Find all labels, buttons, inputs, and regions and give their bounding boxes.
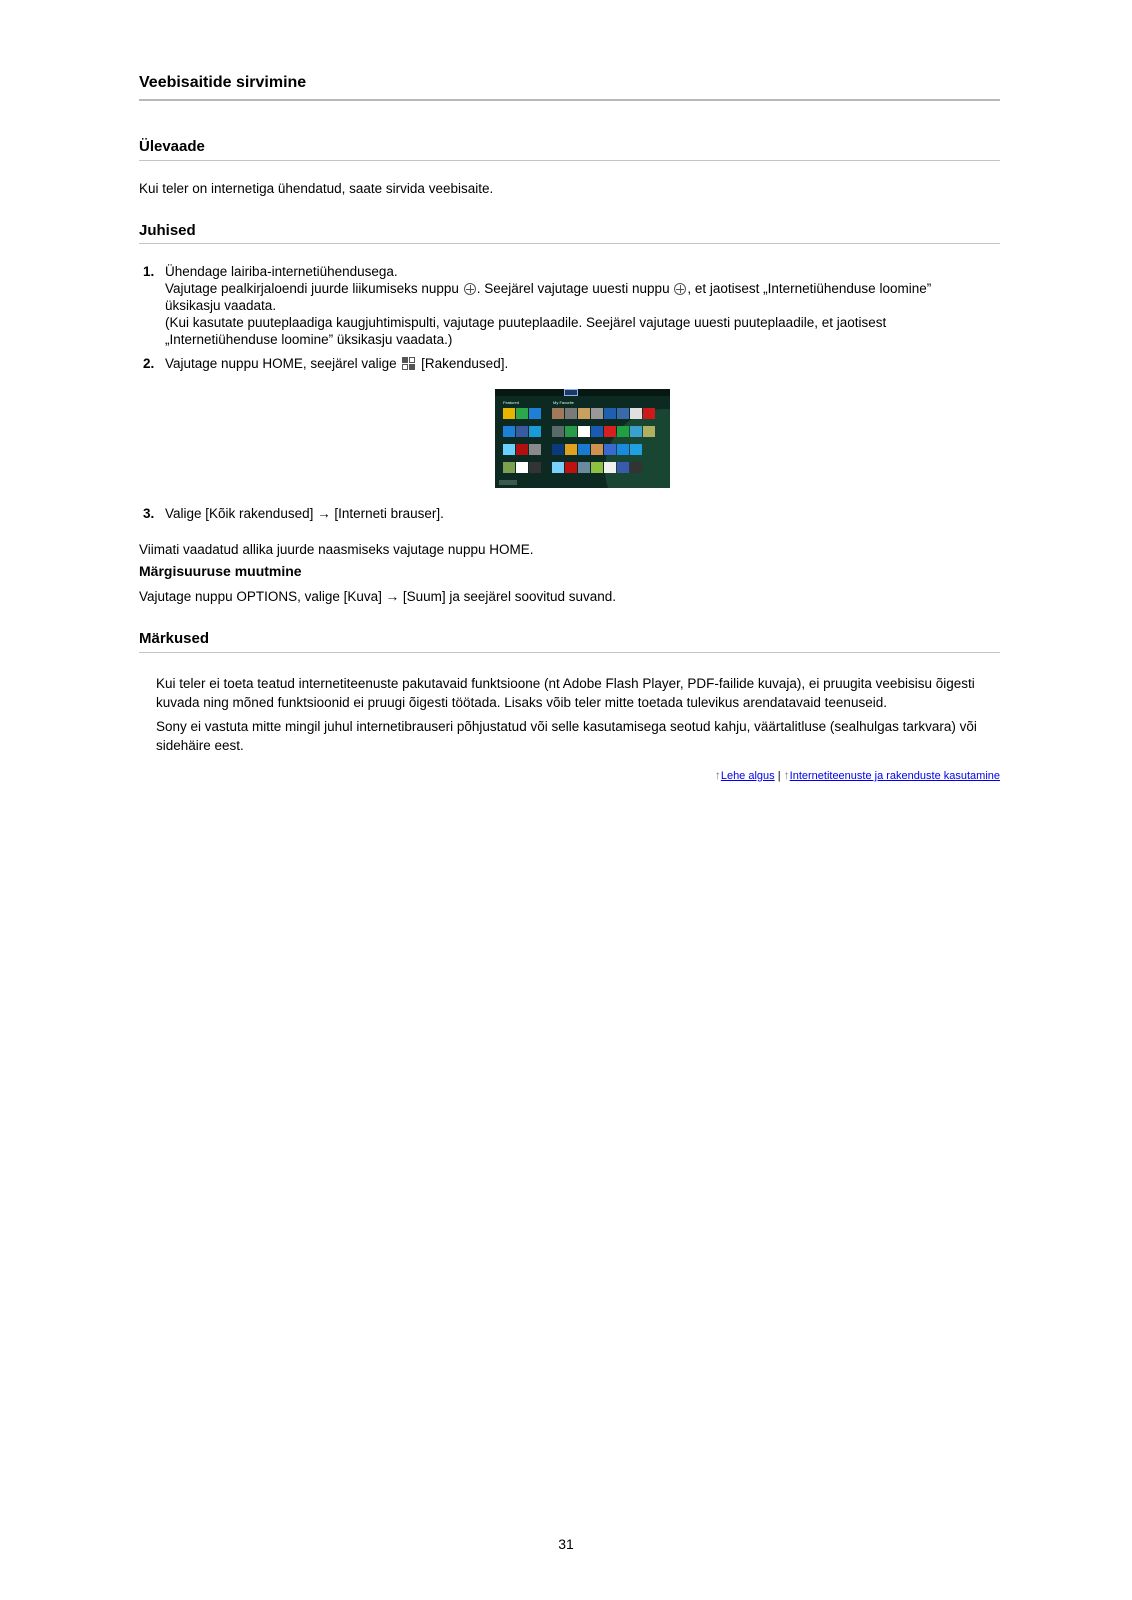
- apps-icon: [402, 357, 415, 370]
- overview-text: Kui teler on internetiga ühendatud, saate sirvida veebisaite.: [139, 181, 494, 196]
- step-1-line-4: (Kui kasutate puuteplaadiga kaugjuhtimispulti, vajutage puuteplaadile. Seejärel vajutage uuesti puuteplaadile, et jaotisest: [165, 315, 887, 330]
- screenshot-app-tile: [617, 426, 629, 437]
- overview-divider: [139, 160, 1000, 161]
- step-number: 1.: [143, 264, 155, 279]
- screenshot-app-tile: [516, 462, 528, 473]
- screenshot-selected-icon: [564, 389, 578, 396]
- screenshot-app-tile: [516, 426, 528, 437]
- screenshot-app-tile: [503, 444, 515, 455]
- screenshot-app-tile: [578, 462, 590, 473]
- step-number: 3.: [143, 506, 155, 521]
- screenshot-app-tile: [529, 462, 541, 473]
- screenshot-footer-button: [499, 480, 517, 485]
- screenshot-app-tile: [552, 426, 564, 437]
- instructions-heading: Juhised: [139, 222, 196, 239]
- screenshot-app-tile: [516, 408, 528, 419]
- screenshot-app-tile: [578, 426, 590, 437]
- screenshot-app-tile: [617, 444, 629, 455]
- footer-navigation: [715, 768, 1000, 782]
- screenshot-top-bar: [495, 389, 670, 396]
- screenshot-app-tile: [565, 426, 577, 437]
- screenshot-app-tile: [604, 462, 616, 473]
- screenshot-app-tile: [643, 408, 655, 419]
- screenshot-app-tile: [630, 426, 642, 437]
- screenshot-app-tile: [503, 426, 515, 437]
- overview-heading: Ülevaade: [139, 138, 205, 155]
- screenshot-app-tile: [578, 444, 590, 455]
- screenshot-app-tile: [604, 426, 616, 437]
- note-item: Kui teler ei toeta teatud internetiteenuste pakutavaid funktsioone (nt Adobe Flash Player, PDF-failide kuvaja), ei pruugita veebisisu õigesti kuvada ning mõned funktsioonid ei pruugi õigesti töötada. Lisaks võib teler mitte toetada tulevikus arendatavaid teenuseid.: [156, 676, 975, 710]
- link-separator: |: [777, 770, 781, 782]
- screenshot-app-tile: [529, 426, 541, 437]
- instructions-divider: [139, 243, 1000, 244]
- step-1-text-c: , et jaotisest „Internetiühenduse loomine”: [687, 281, 932, 296]
- step-1-line-3: üksikasju vaadata.: [165, 298, 277, 313]
- navigation-button-icon: [464, 283, 476, 295]
- font-size-text: Vajutage nuppu OPTIONS, valige [Kuva] → [Suum] ja seejärel soovitud suvand.: [139, 589, 617, 604]
- step-number: 2.: [143, 356, 155, 371]
- page-number: 31: [558, 1536, 574, 1552]
- screenshot-app-tile: [630, 462, 642, 473]
- notes-heading: Märkused: [139, 630, 210, 647]
- return-note: Viimati vaadatud allika juurde naasmiseks vajutage nuppu HOME.: [139, 542, 534, 557]
- notes-divider: [139, 652, 1000, 653]
- screenshot-app-tile: [630, 444, 642, 455]
- screenshot-app-tile: [552, 444, 564, 455]
- screenshot-app-tile: [604, 444, 616, 455]
- font-size-heading: Märgisuuruse muutmine: [139, 563, 302, 579]
- step-1-line-5: „Internetiühenduse loomine” üksikasju vaadata.): [165, 332, 453, 347]
- screenshot-app-tile: [552, 462, 564, 473]
- screenshot-app-tile: [643, 426, 655, 437]
- screenshot-app-tile: [617, 462, 629, 473]
- screenshot-app-tile: [604, 408, 616, 419]
- screenshot-app-tile: [591, 462, 603, 473]
- screenshot-app-tile: [529, 408, 541, 419]
- screenshot-app-tile: [565, 462, 577, 473]
- screenshot-app-tile: [516, 444, 528, 455]
- title-divider: [139, 99, 1000, 101]
- screenshot-app-tile: [617, 408, 629, 419]
- screenshot-app-tile: [503, 408, 515, 419]
- arrow-up-icon: ↑: [783, 768, 790, 782]
- note-item: Sony ei vastuta mitte mingil juhul internetibrauseri põhjustatud või selle kasutamisega seotud kahju, väärtalitluse (sealhulgas tarkvara) või sidehäire eest.: [156, 719, 977, 753]
- screenshot-app-tile: [591, 444, 603, 455]
- apps-screenshot: [495, 389, 670, 488]
- screenshot-app-tile: [565, 408, 577, 419]
- step-1-text-a: Vajutage pealkirjaloendi juurde liikumiseks nuppu: [165, 281, 463, 296]
- step-1-text-b: . Seejärel vajutage uuesti nuppu: [476, 281, 674, 296]
- screenshot-label-featured: Featured: [503, 400, 520, 405]
- screenshot-label-favorite: My Favorite: [553, 400, 574, 405]
- navigation-button-icon: [674, 283, 686, 295]
- step-1-line-1: Ühendage lairiba-internetiühendusega.: [165, 264, 398, 279]
- screenshot-app-tile: [503, 462, 515, 473]
- screenshot-app-tile: [591, 426, 603, 437]
- link-page-top[interactable]: Lehe algus: [720, 770, 775, 782]
- link-section[interactable]: Internetiteenuste ja rakenduste kasutamine: [789, 770, 1000, 782]
- screenshot-app-tile: [578, 408, 590, 419]
- step-2-text-a: Vajutage nuppu HOME, seejärel valige: [165, 356, 401, 371]
- screenshot-app-tile: [630, 408, 642, 419]
- step-3-text: Valige [Kõik rakendused] → [Interneti brauser].: [165, 506, 444, 521]
- screenshot-app-tile: [591, 408, 603, 419]
- arrow-up-icon: ↑: [714, 768, 721, 782]
- screenshot-app-tile: [565, 444, 577, 455]
- screenshot-app-tile: [529, 444, 541, 455]
- screenshot-app-tile: [552, 408, 564, 419]
- step-2-text-b: [Rakendused].: [417, 356, 509, 371]
- page-title: Veebisaitide sirvimine: [139, 74, 307, 91]
- step-1-line-2: [165, 280, 965, 297]
